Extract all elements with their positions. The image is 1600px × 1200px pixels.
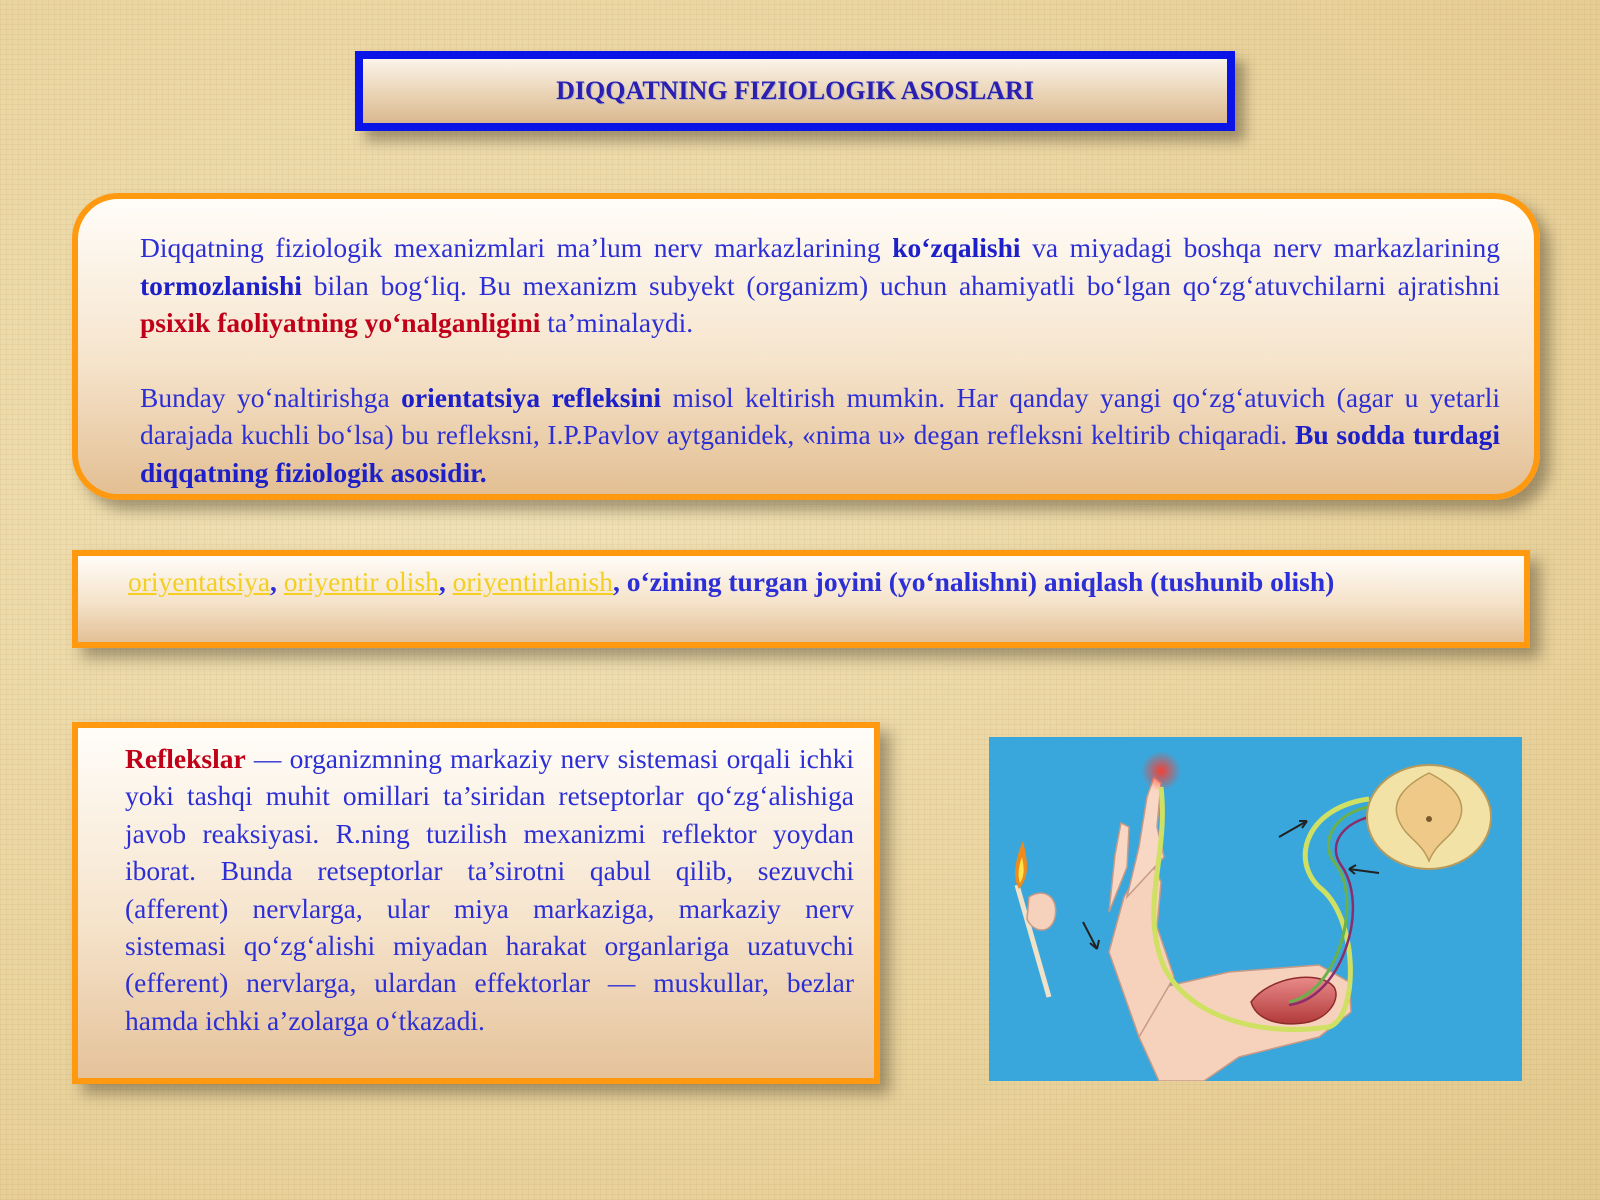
text: Diqqatning fiziologik mexanizmlari ma’lum nerv markazlarining [140, 232, 893, 263]
term-orientation-reflex: orientatsiya refleksini [401, 381, 662, 413]
reflexes-paragraph [125, 740, 854, 1039]
separator: , [438, 566, 453, 597]
term-excitation: ko‘zqalishi [892, 232, 1021, 263]
term-reflexes: Reflekslar [125, 743, 246, 774]
reflexes-definition: — organizmning markaziy nerv sistemasi orqali ichki yoki tashqi muhit omillari ta’siridan retseptorlar qo‘zg‘alishiga javob reaksiyasi. R.ning tuzilish mexanizmi reflektor yoydan iborat. Bunda retseptorlar ta’sirotni qabul qilib, sezuvchi (afferent) nervlarga, ular miya markaziga, markaziy nerv sistemasi qo‘zg‘alishi miyadan harakat organlariga uzatuvchi (efferent) nervlarga, ulardan effektorlar — muskullar, bezlar hamda ichki a’zolarga o‘tkazadi. [125, 743, 854, 1036]
term-directedness: psixik faoliyatning yo‘nalganligini [140, 307, 541, 338]
orientation-line [128, 566, 1334, 597]
reflex-arc-drawing [989, 737, 1522, 1081]
definition-text: , o‘zining turgan joyini (yo‘nalishni) aniqlash (tushunib olish) [613, 566, 1335, 597]
reflex-arc-illustration [989, 737, 1522, 1081]
title-box [355, 51, 1235, 131]
term-inhibition: tormozlanishi [140, 269, 302, 301]
orientation-definition-box [72, 550, 1530, 648]
pain-point-glow [1141, 751, 1181, 791]
text: Bunday yo‘naltirishga [140, 381, 402, 413]
link-oriyentir-olish[interactable]: oriyentir olish [283, 566, 439, 597]
paragraph-orientation-reflex [140, 379, 1500, 492]
reflexes-text-box [72, 722, 880, 1084]
match-flame [1015, 841, 1056, 997]
arm-shape [1109, 777, 1351, 1081]
spinal-cord-section [1367, 765, 1491, 869]
page-title: DIQQATNING FIZIOLOGIK ASOSLARI [556, 76, 1034, 105]
text: bilan bog‘liq. Bu mexanizm subyekt (organizm) uchun ahamiyatli bo‘lgan qo‘zg‘atuvchilarni ajratishni [301, 269, 1500, 301]
text: misol keltirish mumkin. Har qanday yangi qo‘zg‘atuvich (agar u yetarli darajada kuchli bo‘lsa) bu refleksni, I.P.Pavlov aytganidek, «nima u» degan refleksni keltirib chiqaradi. [140, 381, 1500, 450]
text: va miyadagi boshqa nerv markazlarining [1020, 232, 1500, 263]
conclusion-text: Bu sodda turdagi diqqatning fiziologik asosidir. [140, 419, 1500, 488]
link-oriyentirlanish[interactable]: oriyentirlanish [452, 566, 613, 597]
physiology-text-box [72, 193, 1540, 500]
link-oriyentatsiya[interactable]: oriyentatsiya [128, 566, 271, 597]
paragraph-mechanisms [140, 229, 1500, 342]
separator: , [270, 566, 284, 597]
text: ta’minalaydi. [540, 307, 694, 338]
